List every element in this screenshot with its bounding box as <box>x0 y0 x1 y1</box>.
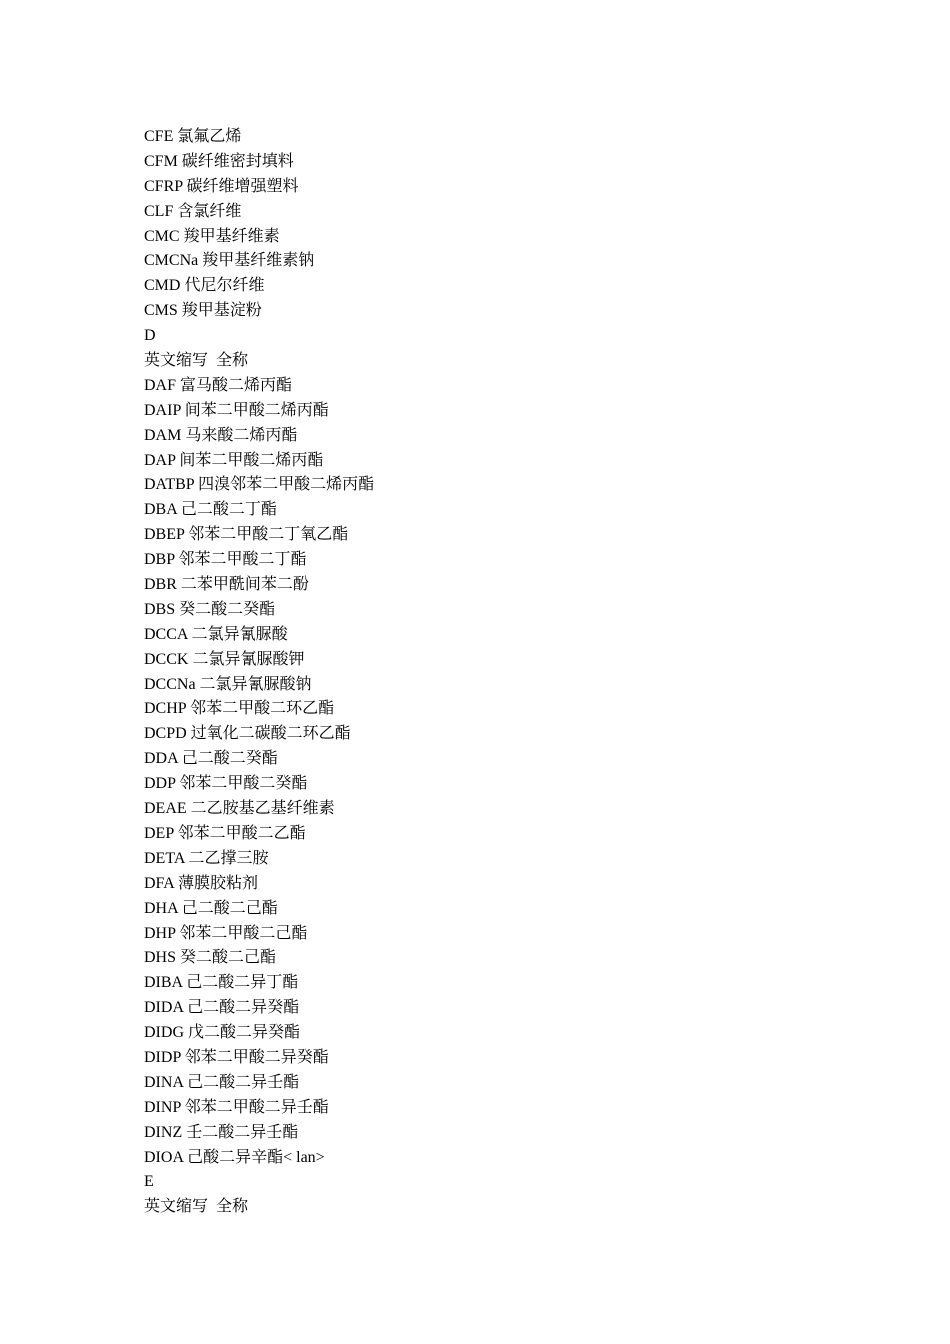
text-line: DBS 癸二酸二癸酯 <box>144 600 276 618</box>
text-line: DAP 间苯二甲酸二烯丙酯 <box>144 451 324 469</box>
text-line: CFRP 碳纤维增强塑料 <box>144 177 299 195</box>
text-line: DBA 己二酸二丁酯 <box>144 501 277 519</box>
text-line: DIDP 邻苯二甲酸二异癸酯 <box>144 1048 329 1066</box>
text-line: 英文缩写 全称 <box>144 352 249 370</box>
text-line: DHS 癸二酸二己酯 <box>144 949 277 967</box>
text-line: CFE 氯氟乙烯 <box>144 128 242 145</box>
text-line: DAM 马来酸二烯丙酯 <box>144 426 298 444</box>
text-line: CLF 含氯纤维 <box>144 202 242 220</box>
text-line: DIDA 己二酸二异癸酯 <box>144 999 300 1017</box>
text-line: DDP 邻苯二甲酸二癸酯 <box>144 775 308 793</box>
text-line: DIDG 戊二酸二异癸酯 <box>144 1024 300 1042</box>
text-line: DIOA 己酸二异辛酯< lan> <box>144 1148 325 1166</box>
text-line: DBP 邻苯二甲酸二丁酯 <box>144 551 307 569</box>
text-line: CMCNa 羧甲基纤维素钠 <box>144 252 315 270</box>
text-line: DCCA 二氯异氰脲酸 <box>144 625 288 643</box>
text-line: DHP 邻苯二甲酸二己酯 <box>144 924 308 942</box>
text-line: DAIP 间苯二甲酸二烯丙酯 <box>144 401 329 419</box>
text-line: DEAE 二乙胺基乙基纤维素 <box>144 800 335 818</box>
text-line: DDA 己二酸二癸酯 <box>144 750 278 768</box>
text-line: DCHP 邻苯二甲酸二环乙酯 <box>144 700 335 718</box>
text-line: DBR 二苯甲酰间苯二酚 <box>144 576 309 594</box>
text-line: DATBP 四溴邻苯二甲酸二烯丙酯 <box>144 476 375 494</box>
text-line: CMS 羧甲基淀粉 <box>144 302 262 320</box>
text-line: DETA 二乙撑三胺 <box>144 849 269 867</box>
text-line: D <box>144 327 156 345</box>
text-line: CMD 代尼尔纤维 <box>144 277 265 295</box>
text-line: DINZ 壬二酸二异壬酯 <box>144 1123 299 1141</box>
text-line: CFM 碳纤维密封填料 <box>144 152 294 170</box>
text-line: DCCNa 二氯异氰脲酸钠 <box>144 675 312 693</box>
text-line: DINA 己二酸二异壬酯 <box>144 1073 300 1091</box>
text-line: DCCK 二氯异氰脲酸钾 <box>144 650 305 668</box>
abbreviation-list <box>144 125 374 1220</box>
text-line: DBEP 邻苯二甲酸二丁氧乙酯 <box>144 526 349 544</box>
text-line: CMC 羧甲基纤维素 <box>144 227 280 245</box>
text-line: DIBA 己二酸二异丁酯 <box>144 974 299 992</box>
text-line: DHA 己二酸二己酯 <box>144 899 278 917</box>
text-line: E <box>144 1173 154 1191</box>
text-line: 英文缩写 全称 <box>144 1198 249 1216</box>
text-line: DFA 薄膜胶粘剂 <box>144 874 258 892</box>
text-line: DINP 邻苯二甲酸二异壬酯 <box>144 1098 329 1116</box>
text-line: DCPD 过氧化二碳酸二环乙酯 <box>144 725 351 743</box>
text-line: DEP 邻苯二甲酸二乙酯 <box>144 824 306 842</box>
text-line: DAF 富马酸二烯丙酯 <box>144 376 293 394</box>
